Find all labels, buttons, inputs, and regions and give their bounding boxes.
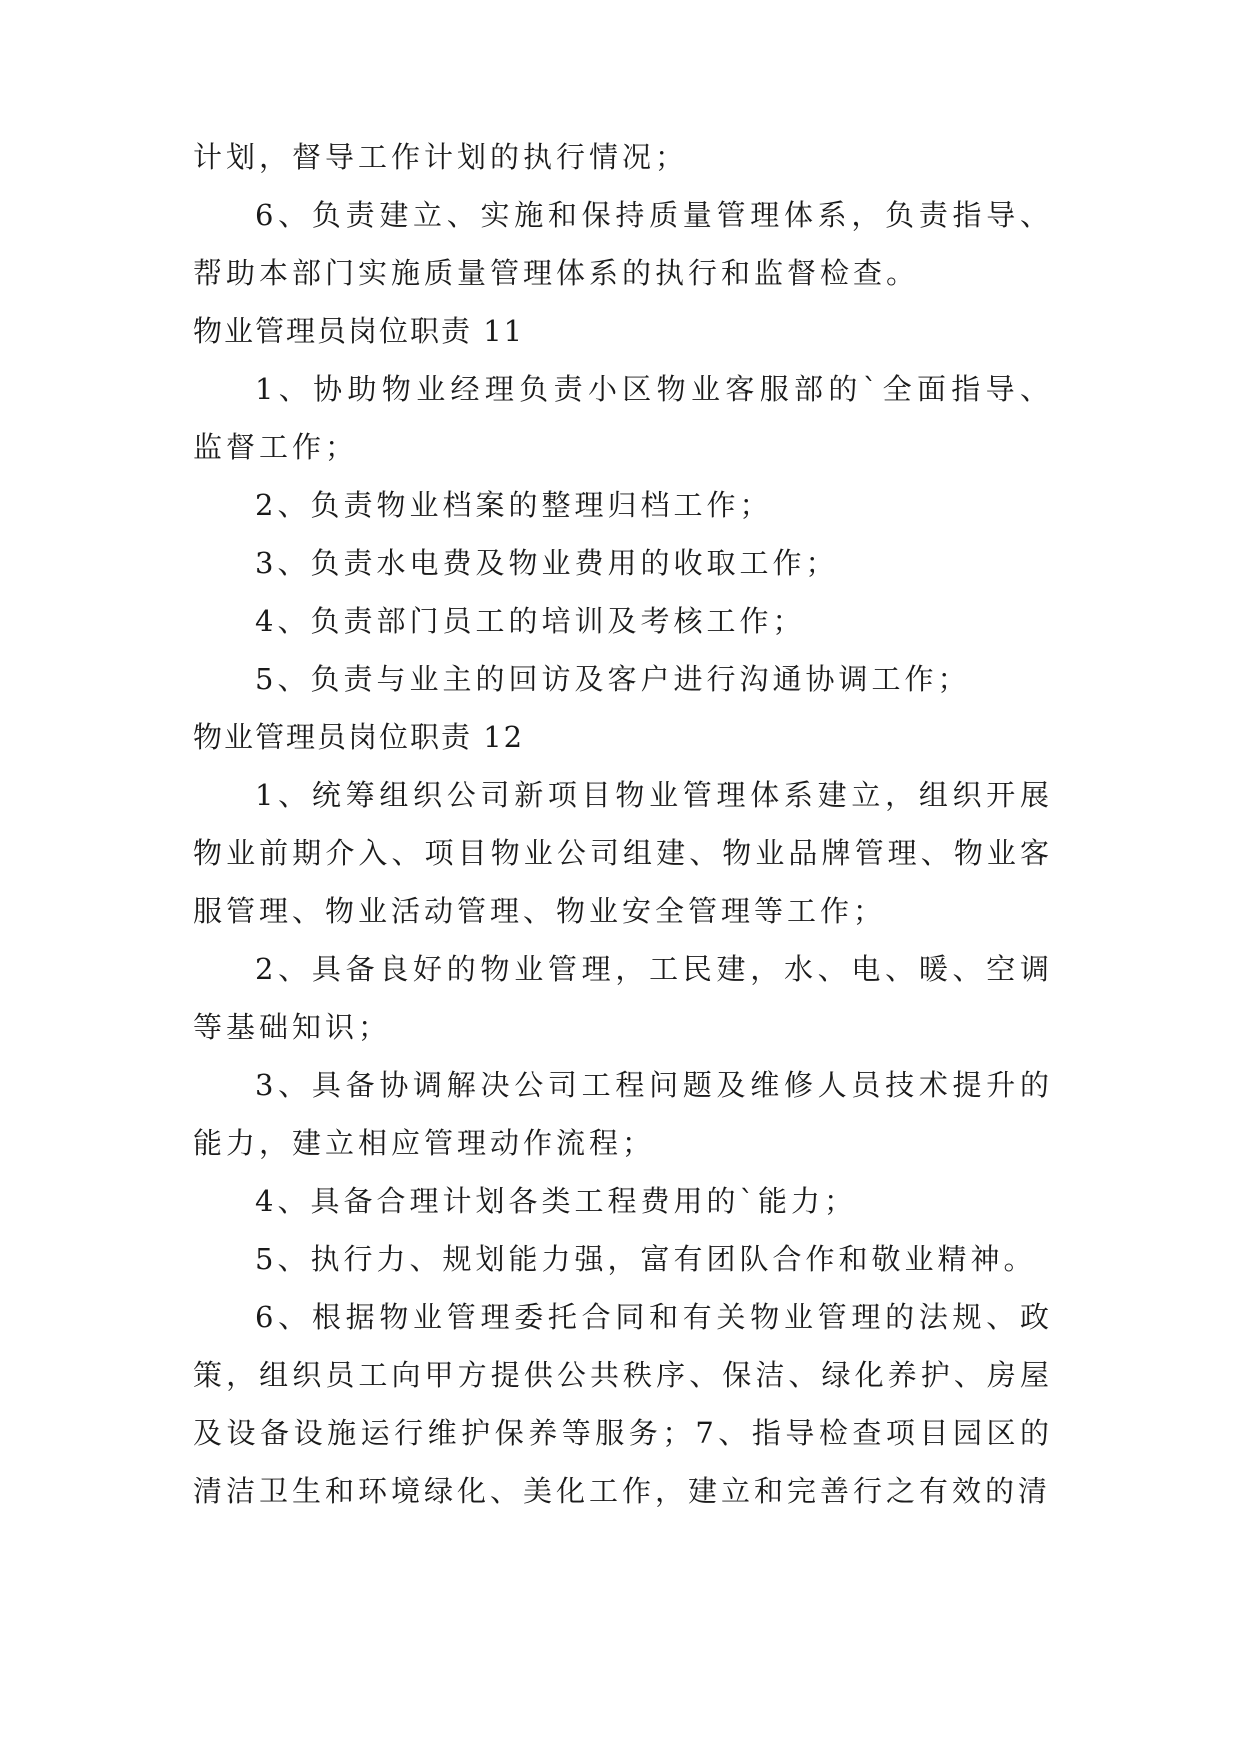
paragraph: 2、负责物业档案的整理归档工作；	[255, 488, 773, 522]
paragraph: 6、根据物业管理委托合同和有关物业管理的法规、政策，组织员工向甲方提供公共秩序、保洁、绿化养护、房屋及设备设施运行维护保养等服务；7、指导检查项目园区的清洁卫生和环境绿化、美化工作，建立和完善行之有效的清	[193, 1300, 1053, 1508]
paragraph: 1、协助物业经理负责小区物业客服部的`全面指导、监督工作；	[193, 372, 1053, 464]
section-heading: 物业管理员岗位职责 12	[193, 720, 525, 754]
paragraph: 6、负责建立、实施和保持质量管理体系，负责指导、帮助本部门实施质量管理体系的执行和监督检查。	[193, 198, 1053, 290]
paragraph: 2、具备良好的物业管理，工民建，水、电、暖、空调等基础知识；	[193, 952, 1053, 1044]
paragraph: 4、负责部门员工的培训及考核工作；	[255, 604, 806, 638]
document-page	[193, 128, 1053, 1520]
paragraph: 5、负责与业主的回访及客户进行沟通协调工作；	[255, 662, 971, 696]
paragraph: 5、执行力、规划能力强，富有团队合作和敬业精神。	[255, 1242, 1037, 1276]
paragraph: 3、负责水电费及物业费用的收取工作；	[255, 546, 839, 580]
paragraph: 4、具备合理计划各类工程费用的`能力；	[255, 1184, 857, 1218]
paragraph: 3、具备协调解决公司工程问题及维修人员技术提升的能力，建立相应管理动作流程；	[193, 1068, 1053, 1160]
paragraph: 1、统筹组织公司新项目物业管理体系建立，组织开展物业前期介入、项目物业公司组建、物业品牌管理、物业客服管理、物业活动管理、物业安全管理等工作；	[193, 778, 1053, 928]
section-heading: 物业管理员岗位职责 11	[193, 314, 525, 348]
paragraph: 计划，督导工作计划的执行情况；	[193, 140, 689, 174]
